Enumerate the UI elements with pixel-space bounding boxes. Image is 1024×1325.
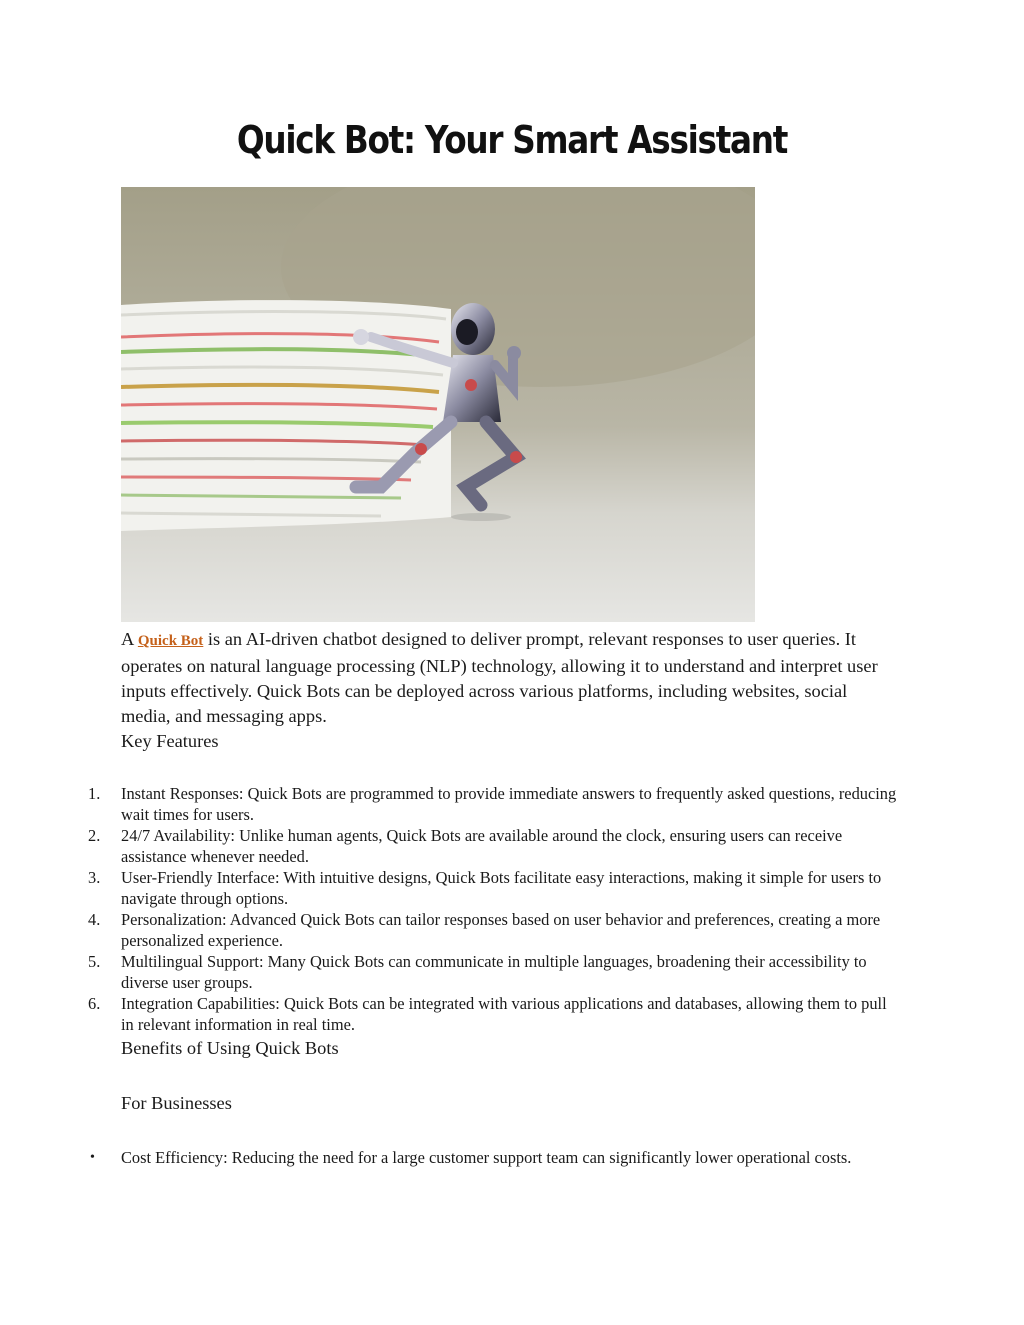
feature-text: Instant Responses: Quick Bots are programmed to provide immediate answers to frequently asked questions, reducing wait times for users. [121, 784, 897, 824]
list-number: 5. [88, 952, 101, 971]
list-number: 4. [88, 910, 101, 929]
feature-item [0, 951, 901, 993]
business-benefit-text: Cost Efficiency: Reducing the need for a large customer support team can significantly lower operational costs. [121, 1148, 852, 1167]
feature-text: Integration Capabilities: Quick Bots can be integrated with various applications and databases, allowing them to pull in relevant information in real time. [121, 994, 887, 1034]
features-list [0, 783, 1024, 1035]
business-benefit-item [0, 1147, 901, 1168]
benefits-heading: Benefits of Using Quick Bots [121, 1038, 339, 1058]
intro-text: is an AI-driven chatbot designed to deliver prompt, relevant responses to user queries. It operates on natural language processing (NLP) technology, allowing it to understand and interpret user inputs effectively. Quick Bots can be deployed across various platforms, including websites, social media, and messaging apps. [121, 629, 878, 726]
bullet-icon: • [90, 1150, 95, 1165]
feature-text: 24/7 Availability: Unlike human agents, Quick Bots are available around the clock, ensuring users can receive assistance whenever needed. [121, 826, 843, 866]
feature-item [0, 909, 901, 951]
running-robot-image [121, 187, 755, 622]
feature-text: Multilingual Support: Many Quick Bots can communicate in multiple languages, broadening their accessibility to diverse user groups. [121, 952, 867, 992]
list-number: 3. [88, 868, 101, 887]
intro-paragraph [121, 627, 901, 754]
feature-item [0, 783, 901, 825]
intro-prefix: A [121, 629, 138, 649]
list-number: 2. [88, 826, 101, 845]
feature-item [0, 867, 901, 909]
key-features-heading: Key Features [121, 731, 219, 751]
list-number: 1. [88, 784, 101, 803]
business-benefits-list [0, 1147, 1024, 1168]
quick-bot-link[interactable]: Quick Bot [137, 633, 204, 649]
feature-text: User-Friendly Interface: With intuitive designs, Quick Bots facilitate easy interactions, making it simple for users to navigate through options. [121, 868, 882, 908]
list-number: 6. [88, 994, 101, 1013]
feature-text: Personalization: Advanced Quick Bots can tailor responses based on user behavior and preferences, creating a more personalized experience. [121, 910, 881, 950]
businesses-heading: For Businesses [121, 1093, 232, 1113]
feature-item [0, 825, 901, 867]
page-title: Quick Bot: Your Smart Assistant [236, 118, 788, 162]
feature-item [0, 993, 901, 1035]
hero-image [121, 187, 755, 622]
